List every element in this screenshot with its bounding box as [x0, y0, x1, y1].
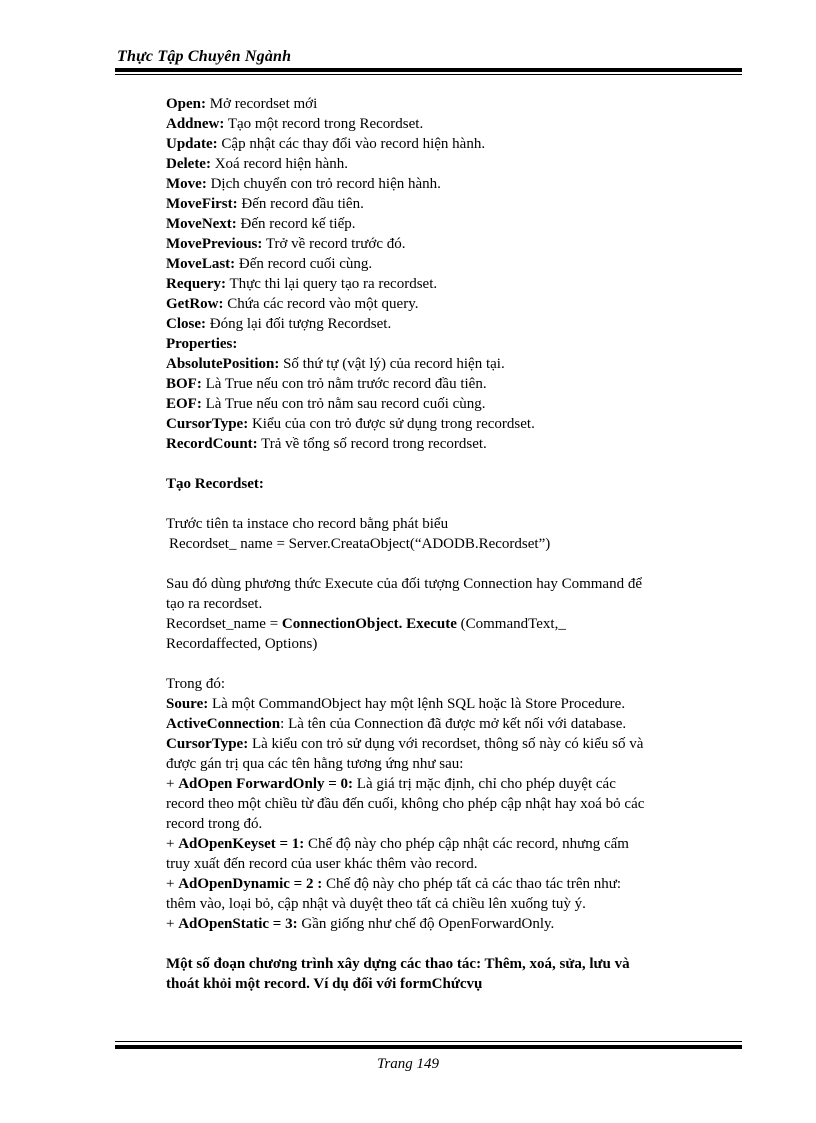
constant-term: AdOpenDynamic = 2 : [178, 876, 323, 892]
closing-line-2: thoát khỏi một record. Ví dụ đối với formChứcvụ [166, 976, 483, 992]
method-term: Update: [166, 136, 218, 152]
execute-code [166, 614, 740, 634]
constant-item [166, 774, 740, 794]
constant-line: Gần giống như chế độ OpenForwardOnly. [301, 916, 555, 932]
execute-code-line2: Recordaffected, Options) [166, 636, 318, 652]
where-term: CursorType: [166, 736, 249, 752]
property-item [166, 354, 740, 374]
constant-line: Là giá trị mặc định, chỉ cho phép duyệt các [356, 776, 616, 792]
method-term: MovePrevious: [166, 236, 263, 252]
property-term: CursorType: [166, 416, 249, 432]
method-item [166, 254, 740, 274]
constant-prefix: + [166, 836, 179, 852]
property-term: RecordCount: [166, 436, 258, 452]
property-desc: Là True nếu con trỏ nằm trước record đầu tiên. [205, 376, 487, 392]
method-desc: Cập nhật các thay đổi vào record hiện hành. [221, 136, 486, 152]
where-desc: Là một CommandObject hay một lệnh SQL hoặc là Store Procedure. [211, 696, 626, 712]
method-item [166, 234, 740, 254]
property-term: AbsolutePosition: [166, 356, 280, 372]
method-desc: Đến record đầu tiên. [241, 196, 364, 212]
property-item [166, 374, 740, 394]
constant-prefix: + [166, 916, 179, 932]
header-rule-thick [115, 68, 742, 72]
spacer [166, 934, 740, 954]
method-term: Delete: [166, 156, 211, 172]
method-desc: Mở recordset mới [209, 96, 318, 112]
method-item [166, 274, 740, 294]
property-term: EOF: [166, 396, 202, 412]
constant-term: AdOpenStatic = 3: [178, 916, 298, 932]
property-item [166, 394, 740, 414]
method-desc: Xoá record hiện hành. [214, 156, 348, 172]
method-term: Close: [166, 316, 206, 332]
method-desc: Thực thi lại query tạo ra recordset. [229, 276, 438, 292]
constant-line: record trong đó. [166, 816, 263, 832]
header-title: Thực Tập Chuyên Ngành [117, 48, 292, 65]
execute-text-1: Sau đó dùng phương thức Execute của đối tượng Connection hay Command để [166, 576, 643, 592]
where-item [166, 714, 740, 734]
constant-term: AdOpen ForwardOnly = 0: [178, 776, 354, 792]
method-desc: Dịch chuyển con trỏ record hiện hành. [210, 176, 441, 192]
method-term: Requery: [166, 276, 226, 292]
create-intro: Trước tiên ta instace cho record bằng phát biểu [166, 516, 449, 532]
create-heading: Tạo Recordset: [166, 476, 264, 492]
property-desc: Trả về tổng số record trong recordset. [261, 436, 487, 452]
execute-code-post: (CommandText,_ [460, 616, 566, 632]
where-desc: : Là tên của Connection đã được mở kết nối với database. [280, 716, 627, 732]
property-item [166, 434, 740, 454]
method-item [166, 314, 740, 334]
properties-heading: Properties: [166, 336, 238, 352]
execute-code-pre: Recordset_name = [166, 616, 279, 632]
method-desc: Tạo một record trong Recordset. [227, 116, 424, 132]
method-term: Move: [166, 176, 207, 192]
constant-item [166, 914, 740, 934]
where-term: Soure: [166, 696, 209, 712]
constant-line: truy xuất đến record của user khác thêm vào record. [166, 856, 478, 872]
footer-rule-thin [115, 1041, 742, 1042]
property-desc: Là True nếu con trỏ nằm sau record cuối cùng. [205, 396, 486, 412]
method-item [166, 154, 740, 174]
constant-line: record theo một chiều từ đầu đến cuối, không cho phép cập nhật hay xoá bỏ các [166, 796, 645, 812]
spacer [166, 654, 740, 674]
execute-text-2: tạo ra recordset. [166, 596, 263, 612]
constant-line: Chế độ này cho phép tất cả các thao tác trên như: [325, 876, 622, 892]
where-term: ActiveConnection [166, 716, 281, 732]
method-term: GetRow: [166, 296, 224, 312]
constant-line: thêm vào, loại bỏ, cập nhật và duyệt theo tất cả chiều lên xuống tuỳ ý. [166, 896, 586, 912]
property-desc: Kiểu của con trỏ được sử dụng trong recordset. [251, 416, 535, 432]
where-label: Trong đó: [166, 676, 226, 692]
method-desc: Trở về record trước đó. [265, 236, 406, 252]
constant-item [166, 834, 740, 854]
method-term: MoveLast: [166, 256, 236, 272]
cursor-cont: được gán trị qua các tên hằng tương ứng như sau: [166, 756, 464, 772]
where-item [166, 734, 740, 754]
method-term: MoveFirst: [166, 196, 238, 212]
spacer [166, 454, 740, 474]
constant-prefix: + [166, 776, 179, 792]
where-desc: Là kiểu con trỏ sử dụng với recordset, thông số này có kiểu số và [251, 736, 644, 752]
method-item [166, 174, 740, 194]
method-term: MoveNext: [166, 216, 237, 232]
spacer [166, 554, 740, 574]
method-desc: Đến record kế tiếp. [240, 216, 356, 232]
execute-code-bold: ConnectionObject. Execute [281, 616, 457, 632]
constant-term: AdOpenKeyset = 1: [178, 836, 305, 852]
where-item [166, 694, 740, 714]
constant-prefix: + [166, 876, 179, 892]
constant-item [166, 874, 740, 894]
property-item [166, 414, 740, 434]
method-desc: Đến record cuối cùng. [238, 256, 373, 272]
closing-line-1: Một số đoạn chương trình xây dựng các thao tác: Thêm, xoá, sửa, lưu và [166, 956, 630, 972]
method-item [166, 114, 740, 134]
header-rule-thin [115, 74, 742, 75]
page-content [166, 94, 740, 994]
method-item [166, 214, 740, 234]
method-desc: Chứa các record vào một query. [227, 296, 419, 312]
create-code: Recordset_ name = Server.CreataObject(“ADODB.Recordset”) [169, 536, 551, 552]
footer-rule-thick [115, 1045, 742, 1049]
page-number: Trang 149 [376, 1056, 440, 1072]
method-item [166, 194, 740, 214]
method-term: Addnew: [166, 116, 225, 132]
method-item [166, 134, 740, 154]
method-item [166, 294, 740, 314]
method-desc: Đóng lại đối tượng Recordset. [209, 316, 392, 332]
property-term: BOF: [166, 376, 202, 392]
spacer [166, 494, 740, 514]
method-item [166, 94, 740, 114]
constant-line: Chế độ này cho phép cập nhật các record, nhưng cấm [308, 836, 629, 852]
method-term: Open: [166, 96, 207, 112]
property-desc: Số thứ tự (vật lý) của record hiện tại. [283, 356, 505, 372]
